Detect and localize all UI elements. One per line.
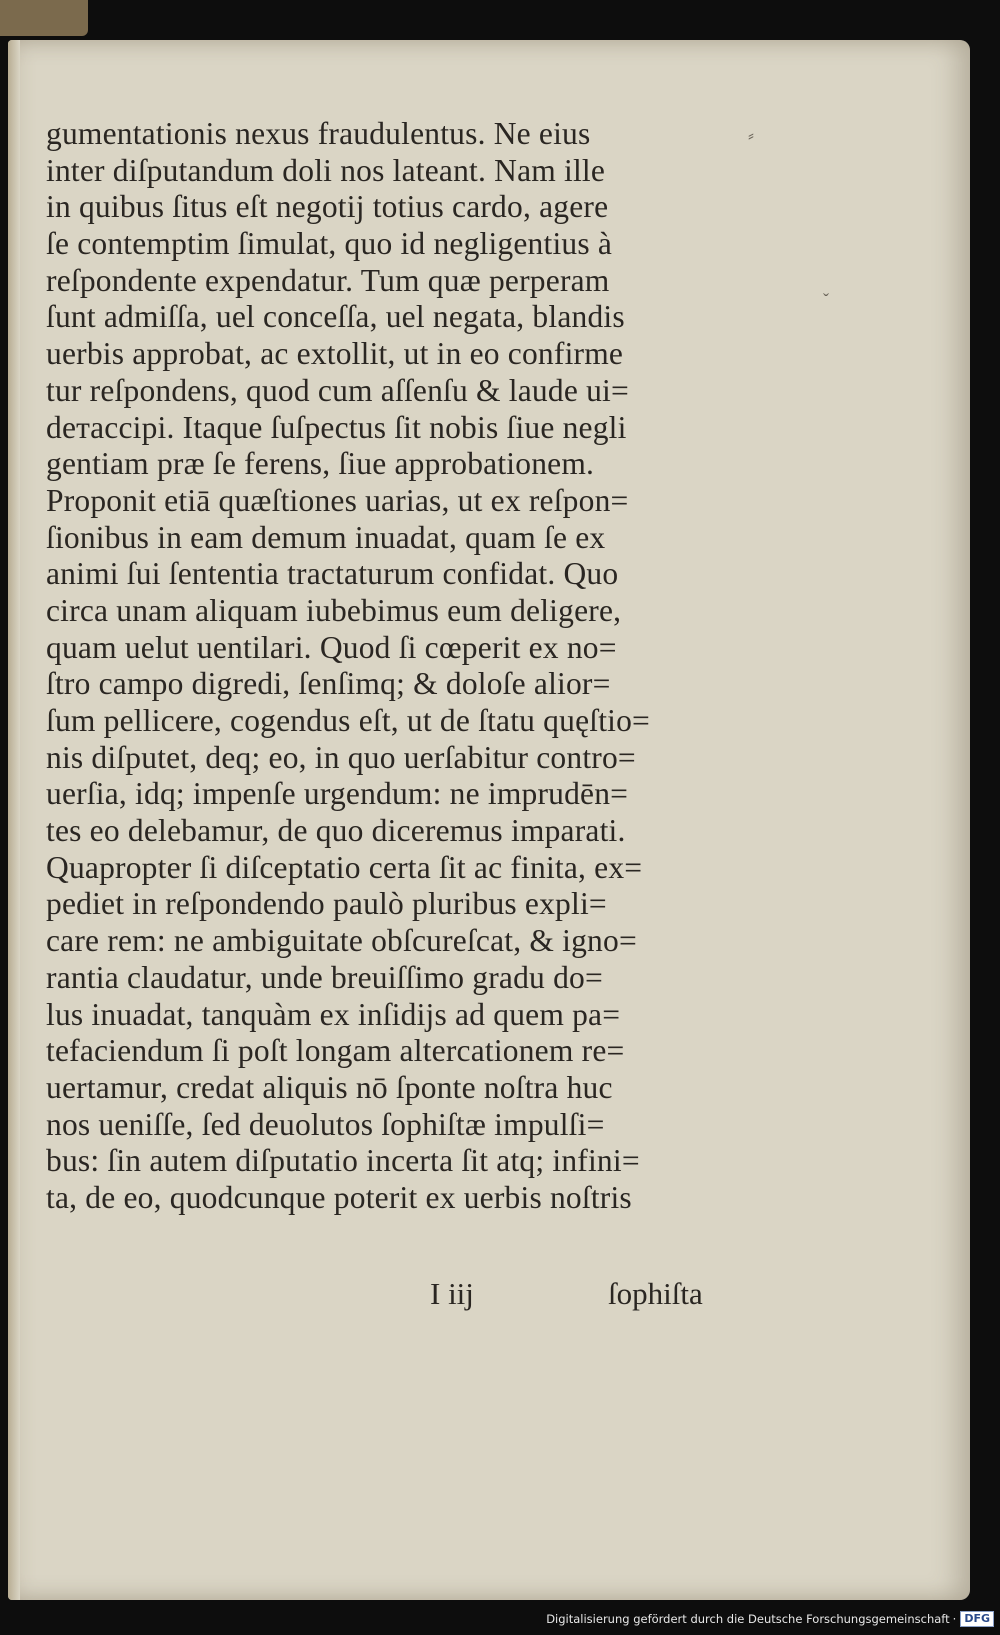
book-spine-tab: [0, 0, 88, 36]
text-line-24: rantia claudatur, unde breuiſſimo gradu do=: [46, 959, 603, 995]
page-text: [46, 116, 746, 1217]
digitization-credit-bar: Digitalisierung gefördert durch die Deutsche Forschungsgemeinschaft · DFG: [0, 1603, 1000, 1635]
text-line-3: in quibus ſitus eſt negotij totius cardo, agere: [46, 189, 609, 225]
text-line-19: uerſia, idq; impenſe urgendum: ne imprudēn=: [46, 776, 629, 812]
digitization-credit: Digitalisierung gefördert durch die Deutsche Forschungsgemeinschaft: [546, 1612, 950, 1626]
text-line-27: uertamur, credat aliquis nō ſponte noſtra huc: [46, 1069, 613, 1105]
text-line-1: gumentationis nexus fraudulentus. Ne eius: [46, 116, 591, 151]
text-line-21: Quapropter ſi diſceptatio certa ſit ac finita, ex=: [46, 849, 643, 885]
margin-speck: ˇ: [823, 290, 829, 310]
text-line-30: ta, de eo, quodcunque poterit ex uerbis noſtris: [46, 1179, 632, 1215]
text-line-16: ſtro campo digredi, ſenſimq; & doloſe alior=: [46, 666, 611, 702]
catchword: ſophiſta: [608, 1276, 703, 1311]
book-page: [8, 40, 970, 1600]
text-line-17: ſum pellicere, cogendus eſt, ut de ſtatu quęſtio=: [46, 703, 651, 738]
text-line-11: Proponit etiā quæſtiones uarias, ut ex reſpon=: [46, 482, 629, 518]
text-line-4: ſe contemptim ſimulat, quo id negligentius à: [46, 226, 613, 262]
text-line-8: tur reſpondens, quod cum aſſenſu & laude ui=: [46, 372, 629, 408]
text-line-14: circa unam aliquam iubebimus eum deligere,: [46, 592, 622, 628]
text-line-6: ſunt admiſſa, uel conceſſa, uel negata, blandis: [46, 299, 625, 335]
dfg-logo-icon: DFG: [960, 1611, 994, 1627]
text-line-18: nis diſputet, deq; eo, in quo uerſabitur contro=: [46, 739, 636, 775]
text-line-2: inter diſputandum doli nos lateant. Nam ille: [46, 152, 606, 188]
text-line-22: pediet in reſpondendo paulò pluribus expli=: [46, 886, 607, 922]
page-footer: [8, 1276, 970, 1316]
signature-mark: I iij: [430, 1276, 474, 1311]
text-line-5: reſpondente expendatur. Tum quæ perperam: [46, 262, 610, 298]
text-line-7: uerbis approbat, ac extollit, ut in eo confirme: [46, 336, 624, 372]
text-line-15: quam uelut uentilari. Quod ſi cœperit ex no=: [46, 629, 617, 665]
text-line-29: bus: ſin autem diſputatio incerta ſit atq; infini=: [46, 1143, 640, 1179]
margin-speck: ⸗: [748, 125, 754, 145]
text-line-23: care rem: ne ambiguitate obſcureſcat, & igno=: [46, 923, 637, 959]
text-line-20: tes eo delebamur, de quo diceremus imparati.: [46, 813, 626, 849]
text-line-9: deтaccipi. Itaque ſuſpectus ſit nobis ſiue negli: [46, 409, 627, 445]
text-line-10: gentiam præ ſe ferens, ſiue approbationem.: [46, 446, 595, 482]
text-line-28: nos ueniſſe, ſed deuolutos ſophiſtæ impulſi=: [46, 1106, 605, 1142]
text-line-12: ſionibus in eam demum inuadat, quam ſe ex: [46, 519, 606, 555]
text-line-25: lus inuadat, tanquàm ex inſidijs ad quem pa=: [46, 996, 621, 1032]
text-line-26: tefaciendum ſi poſt longam altercationem re=: [46, 1033, 625, 1069]
text-line-13: animi ſui ſententia tractaturum confidat. Quo: [46, 556, 619, 592]
